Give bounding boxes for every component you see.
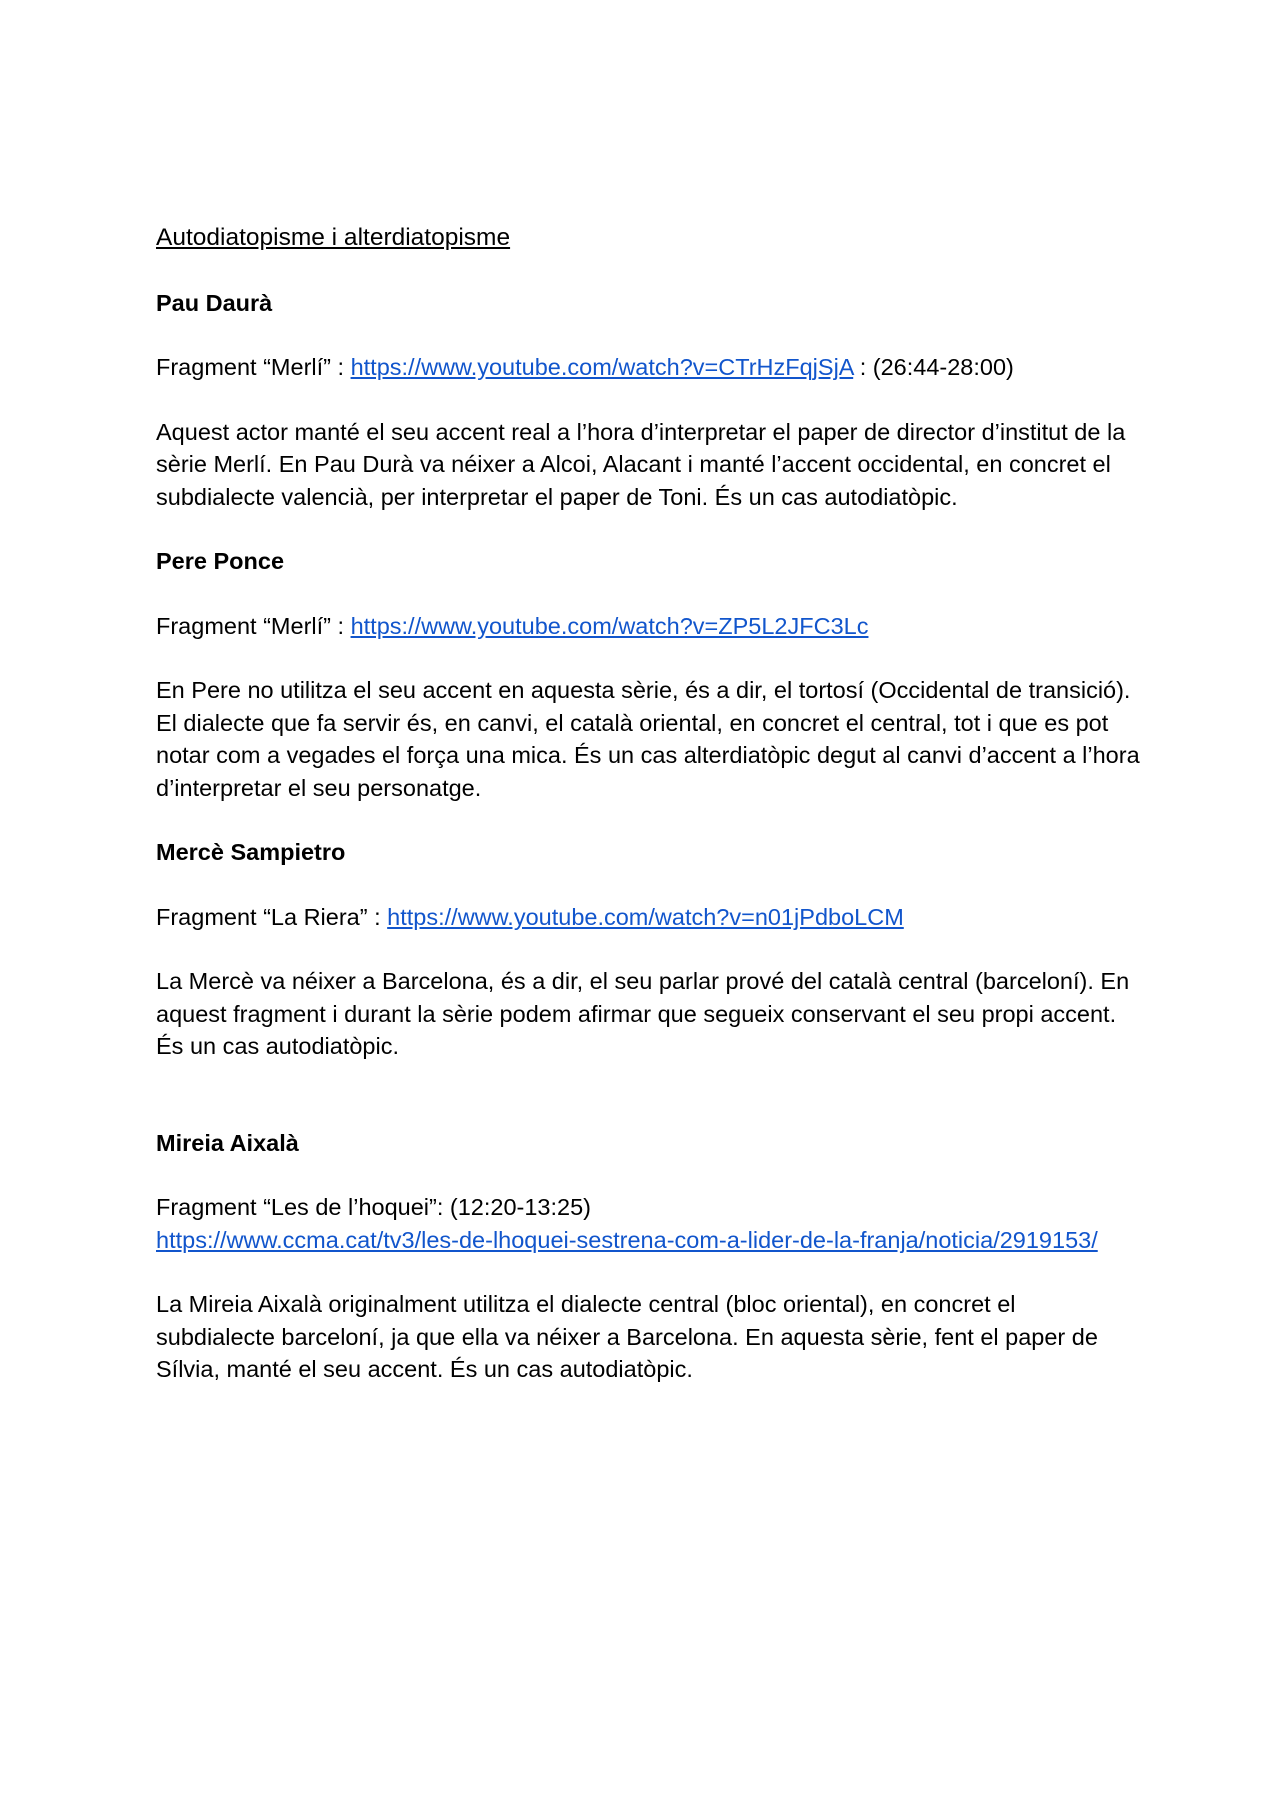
spacer [156,1095,1140,1127]
section-paragraph: La Mercè va néixer a Barcelona, és a dir, el seu parlar prové del català central (barceloní). En aquest fragment i durant la sèrie podem afirmar que segueix conservant el seu propi accent. És un cas autodiatòpic. [156,968,1130,1059]
section-heading: Mireia Aixalà [156,1129,299,1156]
fragment-label: Fragment “Merlí” : [156,612,351,639]
section-pere-ponce [156,545,1140,804]
section-merce-sampietro [156,836,1140,1063]
document-title: Autodiatopisme i alterdiatopisme [156,224,511,251]
section-heading: Pere Ponce [156,548,285,574]
fragment-time: : (26:44-28:00) [853,354,1014,380]
fragment-label: Fragment “Merlí” : [156,354,351,380]
fragment-line [156,901,1140,934]
section-pau-daura [156,287,1140,514]
fragment-label: Fragment “La Riera” : [156,903,388,930]
fragment-label: Fragment “Les de l’hoquei”: (12:20-13:25) [156,1194,591,1220]
section-paragraph: En Pere no utilitza el seu accent en aquesta sèrie, és a dir, el tortosí (Occidental de transició). El dialecte que fa servir és, en canvi, el català oriental, en concret el central, tot i que es pot notar com a vegades el força una mica. És un cas alterdiatòpic degut al canvi d’accent a l’hora d’interpretar el seu personatge. [156,677,1140,801]
section-paragraph: Aquest actor manté el seu accent real a l’hora d’interpretar el paper de director d’institut de la sèrie Merlí. En Pau Durà va néixer a Alcoi, Alacant i manté l’accent occidental, en concret el subdialecte valencià, per interpretar el paper de Toni. És un cas autodiatòpic. [156,418,1126,510]
video-link[interactable]: https://www.youtube.com/watch?v=CTrHzFqjSjA [350,354,854,380]
fragment-line [156,351,1140,384]
section-heading: Mercè Sampietro [156,839,346,865]
section-heading: Pau Daurà [156,289,273,316]
fragment-line [156,1191,1140,1256]
video-link[interactable]: https://www.ccma.cat/tv3/les-de-lhoquei-sestrena-com-a-lider-de-la-franja/noticia/2919153/ [156,1226,1098,1253]
section-mireia-aixala [156,1127,1140,1386]
video-link[interactable]: https://www.youtube.com/watch?v=n01jPdboLCM [387,903,904,930]
section-paragraph: La Mireia Aixalà originalment utilitza el dialecte central (bloc oriental), en concret el subdialecte barceloní, ja que ella va néixer a Barcelona. En aquesta sèrie, fent el paper de Sílvia, manté el seu accent. És un cas autodiatòpic. [156,1291,1098,1382]
fragment-line [156,610,1140,643]
video-link[interactable]: https://www.youtube.com/watch?v=ZP5L2JFC3Lc [350,612,869,639]
